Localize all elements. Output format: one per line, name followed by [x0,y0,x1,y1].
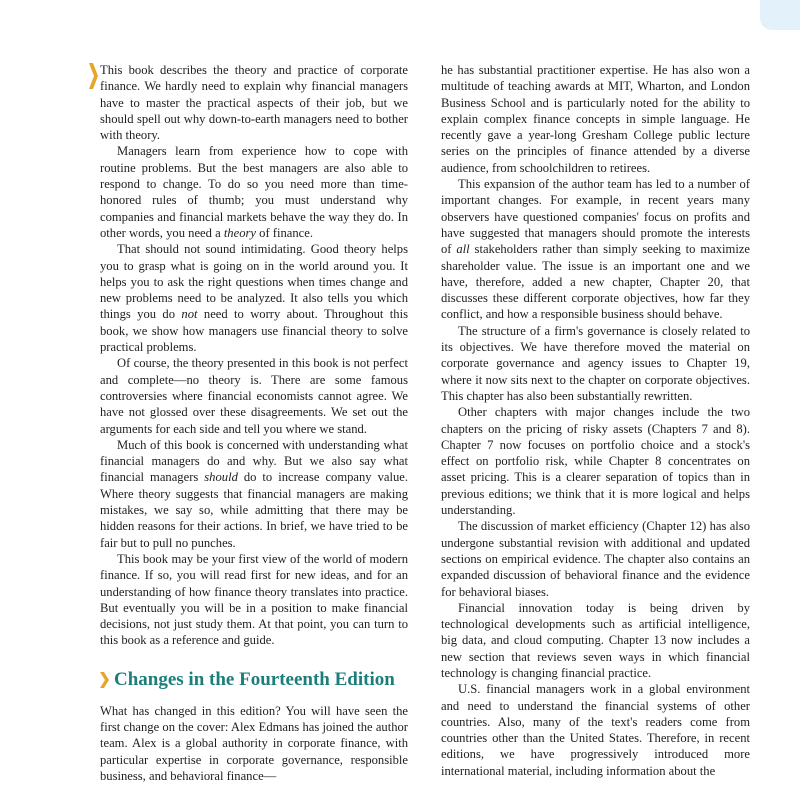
paragraph: Much of this book is concerned with understanding what financial managers do and why. But we also say what financial managers should do to increase company value. Where theory suggests that financial managers are making mistakes, we say so, while admitting that there may be hidden reasons for their actions. In brief, we have tried to be fair but to pull no punches. [100,437,409,550]
left-column [100,62,408,784]
chevron-marker-icon [100,672,109,688]
section-heading [100,669,408,691]
paragraph: Financial innovation today is being driven by technological developments such as artificial intelligence, big data, and cloud computing. Chapter 13 now includes a new section that reviews seven ways in which financial technology is changing financial practice. [441,600,750,680]
paragraph: This book may be your first view of the world of modern finance. If so, you will read first for new ideas, and for an understanding of how finance theory translates into practice. But eventually you will be in a position to make financial decisions, not just study them. At that point, you can turn to this book as a reference and guide. [100,551,408,648]
section-heading-text: Changes in the Fourteenth Edition [114,668,395,690]
chevron-marker-icon [89,63,98,91]
paragraph: The structure of a firm's governance is closely related to its objectives. We have therefore moved the material on corporate governance and agency issues to Chapter 19, where it now sits next to the chapter on corporate objectives. This chapter has also been substantially rewritten. [441,323,750,403]
intro-paragraph: This book describes the theory and practice of corporate finance. We hardly need to explain why financial managers have to master the practical aspects of their job, but we should spell out why down-to-earth managers need to bother with theory. [100,62,408,143]
paragraph: U.S. financial managers work in a global environment and need to understand the financial systems of other countries. Also, many of the text's readers come from countries other than the United States. Therefore, in recent editions, we have progressively introduced more international material, including information about the [441,682,750,778]
paragraph: The discussion of market efficiency (Chapter 12) has also undergone substantial revision with additional and updated sections on empirical evidence. The chapter also contains an expanded discussion of behavioral finance and the evidence for behavioral biases. [441,519,750,599]
paragraph: That should not sound intimidating. Good theory helps you to grasp what is going on in the world around you. It helps you to ask the right questions when times change and new problems need to be analyzed. It also tells you which things you do not need to worry about. Throughout this book, we show how managers use financial theory to solve practical problems. [100,242,408,355]
paragraph: Managers learn from experience how to cope with routine problems. But the best managers are also able to respond to change. To do so you need more than time-honored rules of thumb; you must understand why companies and financial markets behave the way they do. In other words, you need a theory of finance. [100,144,408,240]
paragraph: Other chapters with major changes include the two chapters on the pricing of risky assets (Chapters 7 and 8). Chapter 7 now focuses on portfolio choice and a stock's effect on portfolio risk, while Chapter 8 concentrates on asset pricing. This is a clearer separation of topics than in previous editions; we think that it is more logical and helps understanding. [441,405,750,518]
right-column [441,62,750,779]
corner-tab [760,0,800,30]
paragraph: he has substantial practitioner expertise. He has also won a multitude of teaching awards at MIT, Wharton, and London Business School and is particularly noted for the ability to explain complex finance concepts in simple language. He recently gave a year-long Gresham College public lecture series on the principles of finance attended by a diverse audience, from schoolchildren to retirees. [441,63,750,175]
paragraph: Of course, the theory presented in this book is not perfect and complete—no theory is. There are some famous controversies where financial economists cannot agree. We have not glossed over these disagreements. We set out the arguments for each side and tell you where we stand. [100,356,408,436]
paragraph: This expansion of the author team has led to a number of important changes. For example, in recent years many observers have questioned companies' focus on profits and have suggested that managers should promote the interests of all stakeholders rather than simply seeking to maximize shareholder value. The issue is an important one and we have, therefore, added a new chapter, Chapter 20, that discusses these different corporate objectives, how far they conflict, and how a responsible business should behave. [441,177,751,322]
paragraph: What has changed in this edition? You will have seen the first change on the cover: Alex Edmans has joined the author team. Alex is a global authority in corporate finance, with particular expertise in corporate governance, responsible business, and behavioral finance— [100,703,408,783]
